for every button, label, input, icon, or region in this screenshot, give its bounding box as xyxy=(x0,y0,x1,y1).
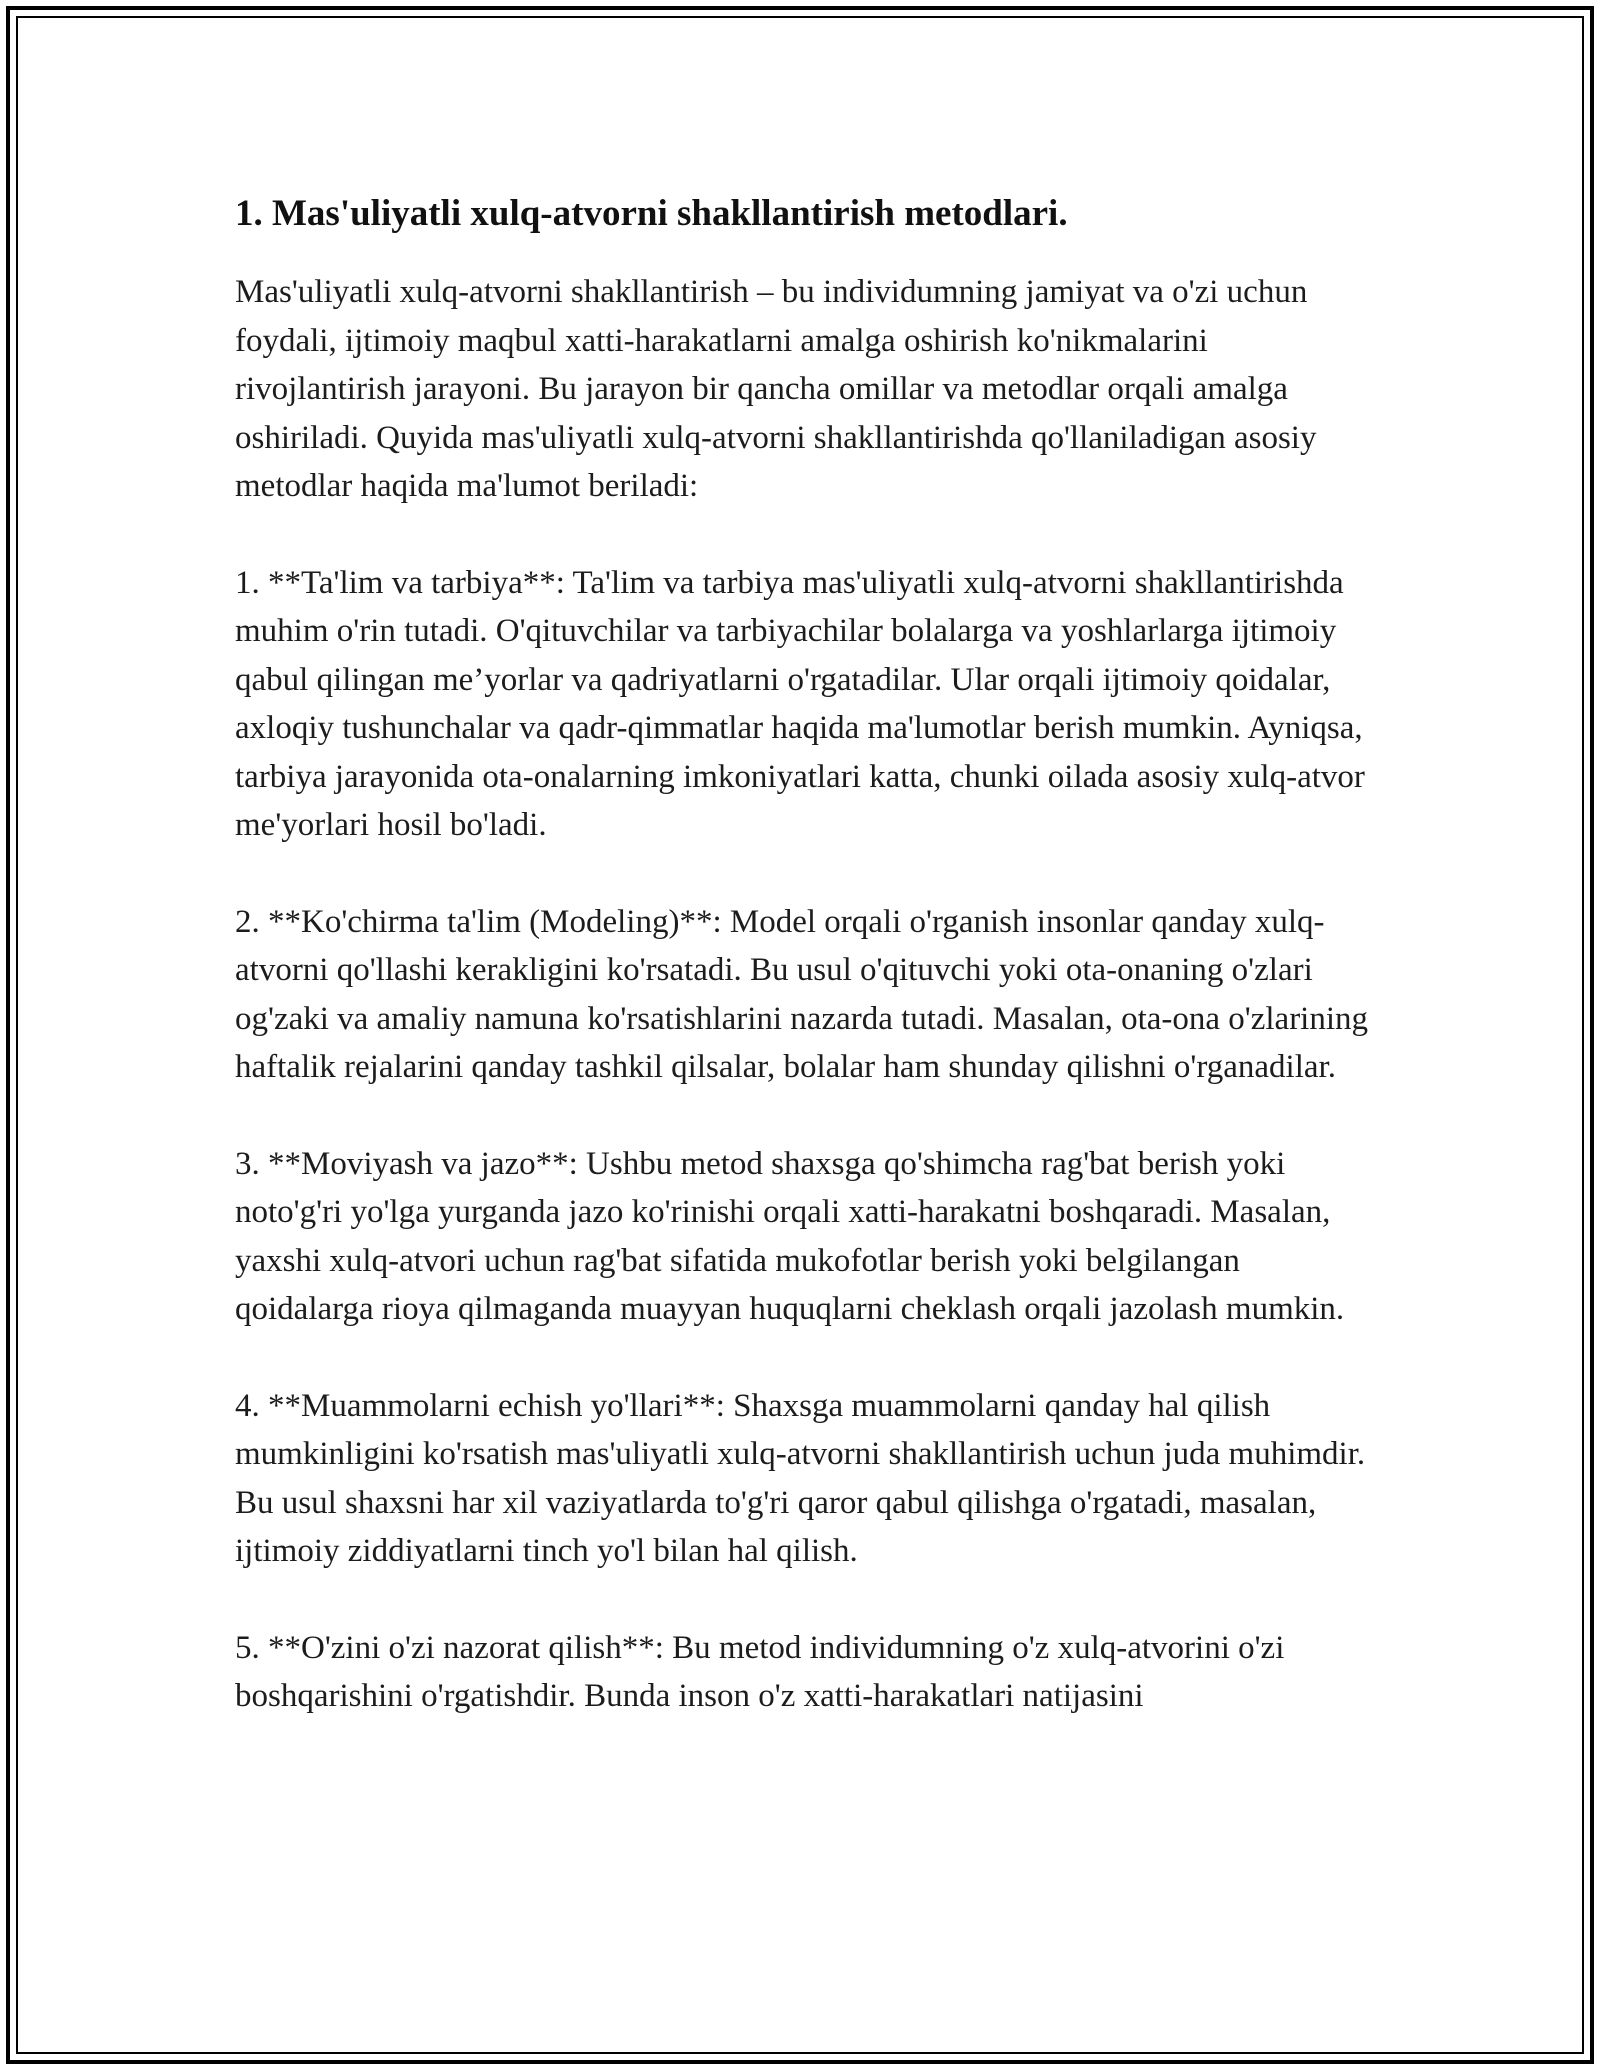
method-2-paragraph: 2. **Ko'chirma ta'lim (Modeling)**: Model orqali o'rganish insonlar qanday xulq-atvorni qo'llashi kerakligini ko'rsatadi. Bu usul o'qituvchi yoki ota-onaning o'zlari og'zaki va amaliy namuna ko'rsatishlarini nazarda tutadi. Masalan, ota-ona o'zlarining haftalik rejalarini qanday tashkil qilsalar, bolalar ham shunday qilishni o'rganadilar. xyxy=(235,903,1369,1085)
method-5-paragraph: 5. **O'zini o'zi nazorat qilish**: Bu metod individumning o'z xulq-atvorini o'zi boshqarishini o'rgatishdir. Bunda inson o'z xatti-harakatlari natijasini xyxy=(235,1629,1285,1714)
document-body xyxy=(235,190,1370,1769)
section-heading: 1. Mas'uliyatli xulq-atvorni shakllantirish metodlari. xyxy=(235,193,1068,234)
method-1-paragraph: 1. **Ta'lim va tarbiya**: Ta'lim va tarbiya mas'uliyatli xulq-atvorni shakllantirishda muhim o'rin tutadi. O'qituvchilar va tarbiyachilar bolalarga va yoshlarlarga ijtimoiy qabul qilingan me’yorlar va qadriyatlarni o'rgatadilar. Ular orqali ijtimoiy qoidalar, axloqiy tushunchalar va qadr-qimmatlar haqida ma'lumotlar berish mumkin. Ayniqsa, tarbiya jarayonida ota-onalarning imkoniyatlari katta, chunki oilada asosiy xulq-atvor me'yorlari hosil bo'ladi. xyxy=(235,564,1365,843)
method-3-paragraph: 3. **Moviyash va jazo**: Ushbu metod shaxsga qo'shimcha rag'bat berish yoki noto'g'ri yo'lga yurganda jazo ko'rinishi orqali xatti-harakatni boshqaradi. Masalan, yaxshi xulq-atvori uchun rag'bat sifatida mukofotlar berish yoki belgilangan qoidalarga rioya qilmaganda muayyan huquqlarni cheklash orqali jazolash mumkin. xyxy=(235,1145,1345,1327)
method-4-paragraph: 4. **Muammolarni echish yo'llari**: Shaxsga muammolarni qanday hal qilish mumkinligini ko'rsatish mas'uliyatli xulq-atvorni shakllantirish uchun juda muhimdir. Bu usul shaxsni har xil vaziyatlarda to'g'ri qaror qabul qilishga o'rgatadi, masalan, ijtimoiy ziddiyatlarni tinch yo'l bilan hal qilish. xyxy=(235,1387,1366,1569)
intro-paragraph: Mas'uliyatli xulq-atvorni shakllantirish – bu individumning jamiyat va o'zi uchun foydali, ijtimoiy maqbul xatti-harakatlarni amalga oshirish ko'nikmalarini rivojlantirish jarayoni. Bu jarayon bir qancha omillar va metodlar orqali amalga oshiriladi. Quyida mas'uliyatli xulq-atvorni shakllantirishda qo'llaniladigan asosiy metodlar haqida ma'lumot beriladi: xyxy=(235,274,1317,504)
